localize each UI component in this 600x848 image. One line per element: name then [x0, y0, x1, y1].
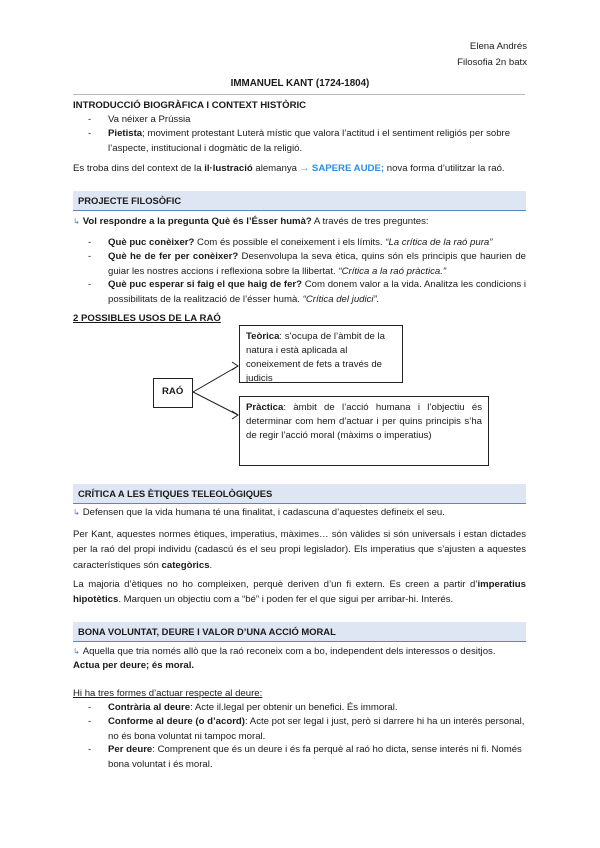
connector-practica — [193, 392, 238, 415]
usos-heading: 2 POSSIBLES USOS DE LA RAÓ — [73, 313, 221, 324]
diagram-root-label: RAÓ — [162, 386, 184, 397]
course-label: Filosofia 2n batx — [457, 57, 527, 68]
critica-paragraph-hipotetics: La majoria d’ètiques no ho compleixen, perquè deriven d’un fi extern. Es creen a partir d’imperatius hipotètics. Marquen un objectiu com a “bé” i poden fer el que sigui per arribar-hi. Interés. — [73, 579, 526, 606]
diagram-root-box — [153, 378, 193, 408]
bona-line: ↳ Aquella que tria només allò que la raó reconeix com a bo, independent dels interessos o desitjos. — [73, 646, 496, 657]
intro-heading: INTRODUCCIÓ BIOGRÀFICA I CONTEXT HISTÒRIC — [73, 100, 307, 111]
section-bona-voluntat-header: BONA VOLUNTAT, DEURE I VALOR D’UNA ACCIÓ MORAL — [73, 622, 526, 642]
diagram-box-teorica: Teòrica: s’ocupa de l’àmbit de la natura i està aplicada al coneixement de fets a través de judicis — [239, 325, 403, 383]
arrow-icon: ↳ — [73, 647, 80, 656]
diagram-box-practica: Pràctica: àmbit de l’acció humana i l’objectiu és determinar com hem d’actuar i per quins principis s’ha de regir l’acció moral (màxims o imperatius) — [239, 396, 489, 466]
forma-item-conforme: - Conforme al deure (o d’acord): Acte pot ser legal i just, però si darrere hi ha un interés personal, no és bona voluntat ni tampoc moral. — [88, 716, 525, 742]
arrow-icon: → — [299, 163, 310, 174]
sapere-aude-highlight: SAPERE AUDE; — [311, 163, 385, 174]
question-item-coneixer: - Què puc conèixer? Com és possible el coneixement i els límits. “La crítica de la raó pura” — [88, 237, 493, 248]
formes-heading: Hi ha tres formes d’actuar respecte al deure: — [73, 688, 263, 699]
arrow-icon: ↳ — [73, 508, 80, 517]
projecte-question: ↳ Vol respondre a la pregunta Què és l’Ésser humà? A través de tres preguntes: — [73, 216, 429, 227]
bona-actua: Actua per deure; és moral. — [73, 660, 195, 671]
forma-item-contraria: - Contrària al deure: Acte il.legal per obtenir un benefici. És immoral. — [88, 702, 398, 713]
page-title: IMMANUEL KANT (1724-1804) — [230, 78, 370, 89]
question-item-fer: - Què he de fer per conèixer? Desenvolupa la seva ètica, quins són els principis que haurien de guiar les nostres accions i reflexiona sobre la llibertat. “Crítica a la raó pràctica.” — [88, 251, 526, 277]
intro-context: Es troba dins del context de la il·lustració alemanya → SAPERE AUDE; nova forma d’utilitzar la raó. — [73, 163, 505, 174]
connector-teorica — [193, 366, 238, 392]
section-projecte-header: PROJECTE FILOSÒFIC — [73, 191, 526, 211]
intro-item-pietista: - Pietista; moviment protestant Luterà místic que valora l’actitud i el sentiment religiós per sobre l’aspecte, institucional i dogmàtic de la religió. — [88, 128, 511, 154]
critica-paragraph-kant: Per Kant, aquestes normes ètiques, imperatius, màximes… són vàlides si són universals i estan dictades per la raó del propi individu (cadascú és el seu propi legislador). Els imperatius que s’ajusten a aquestes característiques són categòrics. — [73, 529, 526, 571]
forma-item-per-deure: - Per deure: Comprenent que és un deure i és fa perquè al raó ho dicta, sense interés ni fi. Només bona voluntat i és moral. — [88, 744, 522, 770]
question-item-esperar: - Què puc esperar si faig el que haig de fer? Com donem valor a la vida. Analitza les condicions i possibilitats de la realització de l’ésser humà. “Crítica del judici”. — [88, 279, 527, 305]
section-critica-header: CRÍTICA A LES ÈTIQUES TELEOLÒGIQUES — [73, 484, 526, 504]
intro-item-birth: - Va néixer a Prússia — [88, 114, 191, 125]
critica-line: ↳ Defensen que la vida humana té una finalitat, i cadascuna d’aquestes defineix el seu. — [73, 507, 445, 518]
author-name: Elena Andrés — [469, 41, 527, 52]
arrow-icon: ↳ — [73, 217, 80, 226]
